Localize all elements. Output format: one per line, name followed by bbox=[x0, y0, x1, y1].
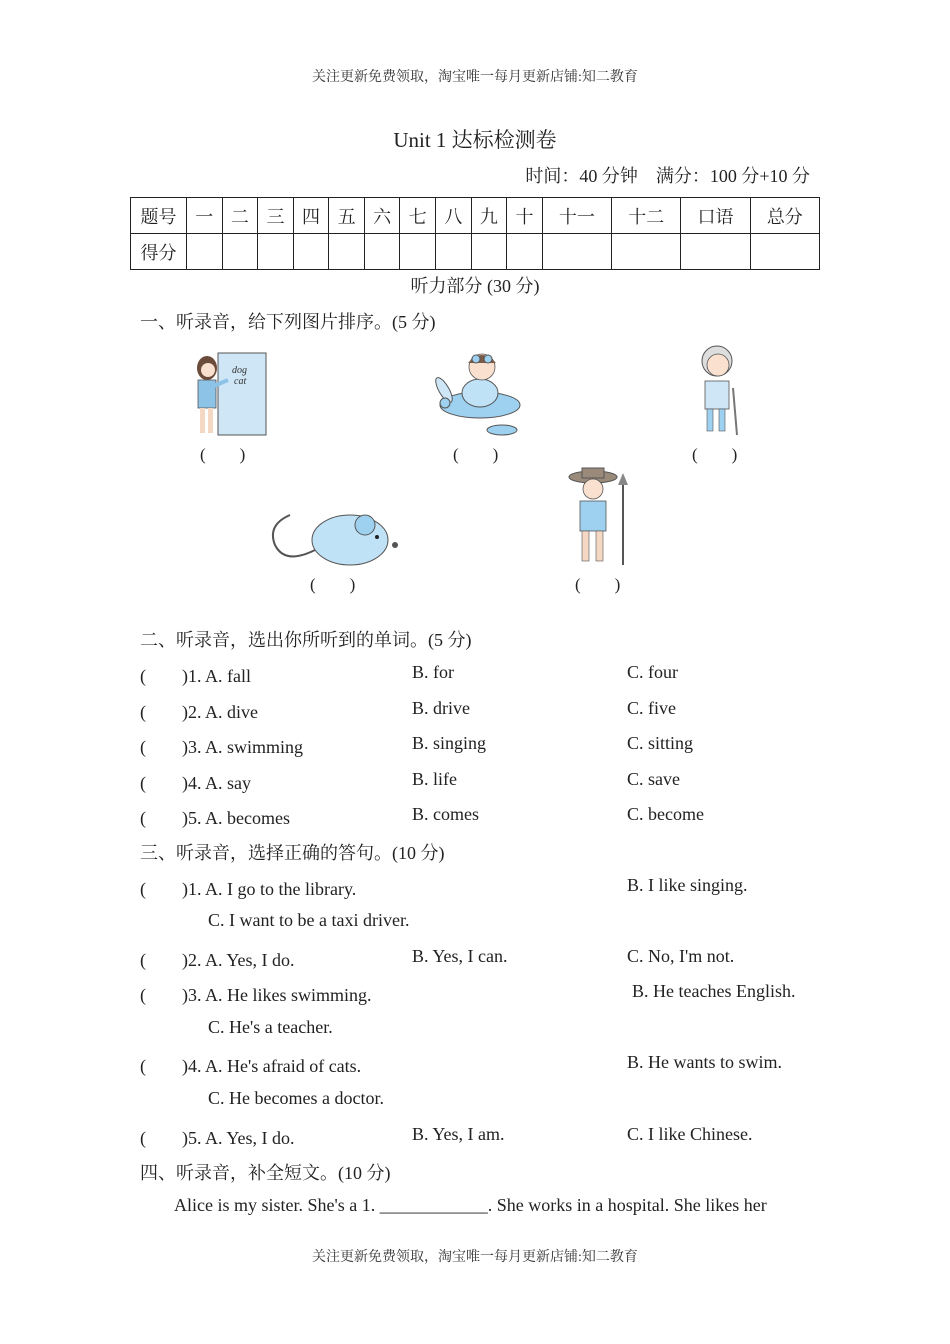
s3-q3-a: ( )3. A. He likes swimming. bbox=[140, 985, 372, 1005]
s2-q1-a: ( )1. A. fall bbox=[140, 666, 251, 686]
score-input-cell[interactable] bbox=[329, 234, 365, 270]
grandmother-picture bbox=[685, 343, 750, 438]
score-input-cell[interactable] bbox=[400, 234, 436, 270]
s3-q2-a: ( )2. A. Yes, I do. bbox=[140, 950, 295, 970]
s2-q2-c: C. five bbox=[627, 698, 676, 718]
s3-q4-a: ( )4. A. He's afraid of cats. bbox=[140, 1056, 362, 1076]
score-input-cell[interactable] bbox=[681, 234, 750, 270]
s3-q4-b: B. He wants to swim. bbox=[627, 1052, 782, 1072]
s3-q5-c: C. I like Chinese. bbox=[627, 1124, 753, 1144]
score-label: 得分 bbox=[131, 234, 187, 270]
farmer-picture bbox=[560, 465, 635, 570]
score-cell: 十一 bbox=[542, 198, 611, 234]
answer-blank-2[interactable]: ( ) bbox=[453, 445, 499, 464]
s2-q3-a: ( )3. A. swimming bbox=[140, 737, 304, 757]
s2-q4-a: ( )4. A. say bbox=[140, 773, 251, 793]
s2-q5-c: C. become bbox=[627, 804, 704, 824]
score-cell: 题号 bbox=[131, 198, 187, 234]
board-word-cat: cat bbox=[234, 376, 247, 387]
s2-q5-b: B. comes bbox=[412, 804, 479, 824]
score-cell: 五 bbox=[329, 198, 365, 234]
score-input-cell[interactable] bbox=[364, 234, 400, 270]
score-table-score-row bbox=[131, 234, 820, 270]
score-cell: 十 bbox=[507, 198, 543, 234]
s3-q1-a: ( )1. A. I go to the library. bbox=[140, 879, 357, 899]
score-cell: 十二 bbox=[612, 198, 681, 234]
score-cell: 八 bbox=[436, 198, 472, 234]
score-cell: 九 bbox=[471, 198, 507, 234]
score-input-cell[interactable] bbox=[612, 234, 681, 270]
s2-q4-c: C. save bbox=[627, 769, 680, 789]
s2-q2-a: ( )2. A. dive bbox=[140, 702, 258, 722]
s2-q2-b: B. drive bbox=[412, 698, 470, 718]
s2-q1-c: C. four bbox=[627, 662, 678, 682]
score-cell: 七 bbox=[400, 198, 436, 234]
score-input-cell[interactable] bbox=[258, 234, 294, 270]
answer-blank-5[interactable]: ( ) bbox=[575, 575, 621, 594]
score-table bbox=[130, 197, 820, 270]
mouse-picture bbox=[265, 505, 400, 570]
s3-q1-c: C. I want to be a taxi driver. bbox=[208, 910, 410, 930]
header-note: 关注更新免费领取，淘宝唯一每月更新店铺:知二教育 bbox=[312, 70, 638, 85]
page-title: Unit 1 达标检测卷 bbox=[393, 128, 557, 152]
s3-q5-a: ( )5. A. Yes, I do. bbox=[140, 1128, 295, 1148]
s3-q4-c: C. He becomes a doctor. bbox=[208, 1088, 384, 1108]
section3-heading: 三、听录音，选择正确的答句。(10 分) bbox=[140, 843, 445, 863]
answer-blank-1[interactable]: ( ) bbox=[200, 445, 246, 464]
score-cell: 一 bbox=[187, 198, 223, 234]
score-cell: 六 bbox=[364, 198, 400, 234]
answer-blank-3[interactable]: ( ) bbox=[692, 445, 738, 464]
score-cell: 四 bbox=[293, 198, 329, 234]
section4-passage: Alice is my sister. She's a 1. ____________. She works in a hospital. She likes her bbox=[174, 1195, 767, 1215]
score-input-cell[interactable] bbox=[471, 234, 507, 270]
score-input-cell[interactable] bbox=[542, 234, 611, 270]
score-cell: 总分 bbox=[750, 198, 819, 234]
score-input-cell[interactable] bbox=[507, 234, 543, 270]
airplane-picture bbox=[430, 345, 525, 440]
section4-heading: 四、听录音，补全短文。(10 分) bbox=[140, 1163, 391, 1183]
time-info: 时间：40 分钟 满分：100 分+10 分 bbox=[525, 166, 810, 186]
s2-q4-b: B. life bbox=[412, 769, 457, 789]
s2-q5-a: ( )5. A. becomes bbox=[140, 808, 290, 828]
score-table-header-row bbox=[131, 198, 820, 234]
answer-blank-4[interactable]: ( ) bbox=[310, 575, 356, 594]
s2-q3-b: B. singing bbox=[412, 733, 487, 753]
score-cell: 二 bbox=[222, 198, 258, 234]
score-input-cell[interactable] bbox=[750, 234, 819, 270]
teacher-picture bbox=[190, 350, 270, 440]
s3-q2-c: C. No, I'm not. bbox=[627, 946, 735, 966]
s3-q3-b: B. He teaches English. bbox=[632, 981, 796, 1001]
s3-q2-b: B. Yes, I can. bbox=[412, 946, 508, 966]
listening-heading: 听力部分 (30 分) bbox=[410, 276, 540, 296]
section2-heading: 二、听录音，选出你所听到的单词。(5 分) bbox=[140, 630, 472, 650]
board-word-dog: dog bbox=[232, 365, 247, 376]
score-cell: 三 bbox=[258, 198, 294, 234]
s3-q5-b: B. Yes, I am. bbox=[412, 1124, 505, 1144]
s3-q3-c: C. He's a teacher. bbox=[208, 1017, 333, 1037]
s2-q3-c: C. sitting bbox=[627, 733, 694, 753]
score-input-cell[interactable] bbox=[222, 234, 258, 270]
footer-note: 关注更新免费领取，淘宝唯一每月更新店铺:知二教育 bbox=[312, 1250, 638, 1265]
score-input-cell[interactable] bbox=[187, 234, 223, 270]
score-input-cell[interactable] bbox=[436, 234, 472, 270]
section1-heading: 一、听录音，给下列图片排序。(5 分) bbox=[140, 312, 436, 332]
score-input-cell[interactable] bbox=[293, 234, 329, 270]
s2-q1-b: B. for bbox=[412, 662, 454, 682]
s3-q1-b: B. I like singing. bbox=[627, 875, 748, 895]
score-cell: 口语 bbox=[681, 198, 750, 234]
